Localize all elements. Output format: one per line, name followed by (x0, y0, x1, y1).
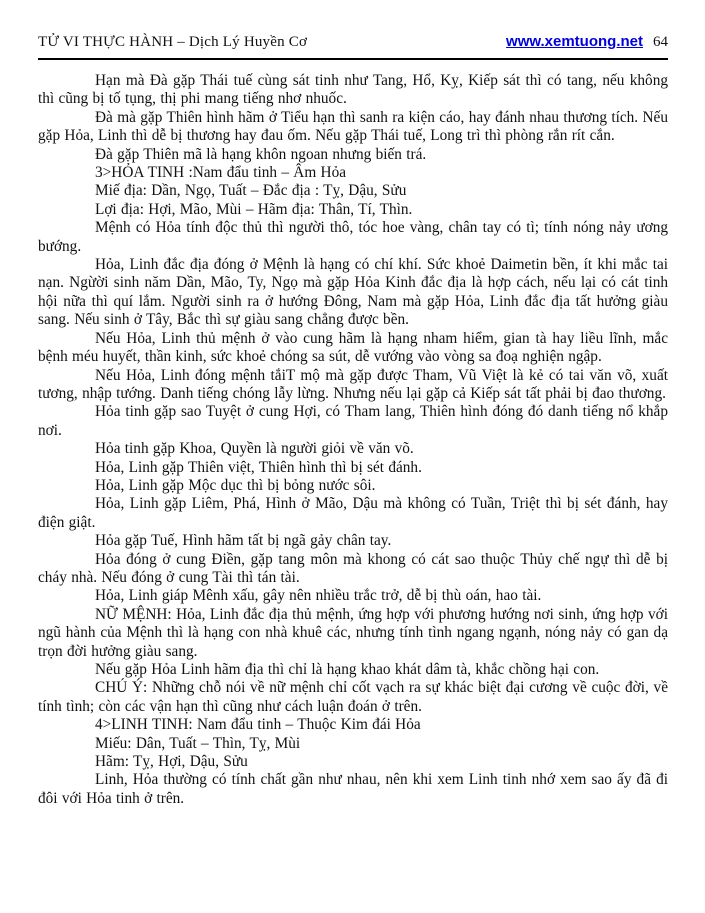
body-paragraph: Lợi địa: Hợi, Mão, Mùi – Hãm địa: Thân, Tí, Thìn. (95, 200, 413, 218)
website-link[interactable]: www.xemtuong.net (506, 33, 643, 50)
body-paragraph: CHÚ Ý: Những chỗ nói về nữ mệnh chỉ cốt vạch ra sự khác biệt đại cương về cuộc đời, về tính tình; còn các vận hạn thì cũng như cách luận đoán ở trên. (38, 679, 668, 715)
body-paragraph: Hạn mà Đà gặp Thái tuế cùng sát tinh như Tang, Hổ, Kỵ, Kiếp sát thì có tang, nếu không thì cũng bị tố tụng, thị phi mang tiếng nhơ nhuốc. (38, 72, 668, 108)
body-paragraph: Nếu Hỏa, Linh đóng mệnh tắiT mộ mà gặp được Tham, Vũ Việt là kẻ có tai văn võ, xuất tương, nhập tướng. Danh tiếng chóng lẫy lừng. Nhưng nếu lại gặp cả Kiếp sát tất phải bị đao thương. (38, 366, 668, 402)
body-paragraph: Hỏa, Linh đắc địa đóng ở Mệnh là hạng có chí khí. Sức khoẻ Daimetin bền, ít khi mắc tai nạn. Ngừời sinh năm Dần, Mão, Ty, Ngọ mà gặp Hỏa Kinh đắc địa là hợp cách, nếu lại có cát tinh hội nữa thì quí lắm. Người sinh ra ở hướng Đông, Nam mà gặp Hỏa, Linh đắc địa tất hưởng giàu sang. Nếu sinh ở Tây, Bắc thì sự giàu sang chẳng được bền. (38, 256, 668, 329)
body-paragraph: 3>HỎA TINH :Nam đẩu tinh – Âm Hỏa (95, 164, 347, 182)
body-paragraph: Mệnh có Hỏa tính độc thủ thì người thô, tóc hoe vàng, chân tay có tì; tính nóng nảy ương bướng. (38, 219, 668, 255)
book-title: TỬ VI THỰC HÀNH – Dịch Lý Huyền Cơ (38, 34, 308, 50)
body-paragraph: Linh, Hỏa thường có tính chất gần như nhau, nên khi xem Linh tinh nhớ xem sao ấy đã đi đôi với Hỏa tinh ở trên. (38, 771, 668, 807)
body-paragraph: Hỏa tinh gặp sao Tuyệt ở cung Hợi, có Tham lang, Thiên hình đóng đó danh tiếng nổ khắp nơi. (38, 403, 668, 439)
body-paragraph: Hỏa tinh gặp Khoa, Quyền là người giỏi về văn võ. (95, 440, 414, 458)
body-paragraph: Hỏa, Linh gặp Mộc dục thì bị bỏng nước sôi. (95, 476, 376, 494)
body-paragraph: Nếu Hỏa, Linh thủ mệnh ở vào cung hãm là hạng nham hiểm, gian tà hay liều lĩnh, mắc bệnh méu huyết, thần kinh, sức khoẻ chóng sa sút, dễ vướng vào vòng sa đoạ nghiện ngập. (38, 329, 668, 366)
document-body (38, 72, 668, 808)
body-paragraph: Hỏa, Linh gặp Liêm, Phá, Hình ở Mão, Dậu mà không có Tuần, Triệt thì bị sét đánh, hay điện giật. (38, 495, 668, 531)
header-right-group (506, 33, 668, 51)
body-paragraph: Hỏa gặp Tuế, Hình hãm tất bị ngã gảy chân tay. (95, 532, 392, 550)
body-paragraph: Miế địa: Dần, Ngọ, Tuất – Đắc địa : Tỵ, Dậu, Sửu (95, 182, 407, 200)
body-paragraph: Miếu: Dân, Tuất – Thìn, Tỵ, Mùi (95, 734, 301, 752)
body-paragraph: Hỏa, Linh gặp Thiên việt, Thiên hình thì bị sét đánh. (95, 458, 422, 476)
body-paragraph: Nếu gặp Hỏa Linh hãm địa thì chỉ là hạng khao khát dâm tà, khắc chồng hại con. (95, 661, 600, 678)
header-divider (38, 58, 668, 60)
body-paragraph: Hỏa, Linh giáp Mênh xấu, gây nên nhiều trắc trở, dễ bị thù oán, hao tài. (95, 587, 542, 605)
body-paragraph: Hỏa đóng ở cung Điền, gặp tang môn mà khong có cát sao thuộc Thủy chế ngự thì dễ bị cháy nhà. Nếu đóng ở cung Tài thì tán tài. (38, 550, 668, 586)
page-header (38, 33, 668, 51)
body-paragraph: NỮ MỆNH: Hỏa, Linh đắc địa thủ mệnh, ứng hợp với phương hướng nơi sinh, ứng hợp với ngũ hành của Mệnh thì là hạng con nhà khuê các, nhưng tính tình ngang ngạnh, nóng nảy có gan dạ trọn đời hưởng giàu sang. (38, 605, 668, 660)
page-number: 64 (653, 34, 668, 50)
body-paragraph: Đà gặp Thiên mã là hạng khôn ngoan nhưng biến trá. (95, 145, 427, 163)
body-paragraph: Đà mà gặp Thiên hình hãm ở Tiểu hạn thì sanh ra kiện cáo, hay đánh nhau thương tích. Nếu gặp Hỏa, Linh thì dễ bị thương hay đau ốm. Nếu gặp Thái tuế, Long trì thì phòng rắn rít cắn. (38, 108, 668, 145)
body-paragraph: Hãm: Tỵ, Hợi, Dậu, Sửu (95, 753, 248, 771)
body-paragraph: 4>LINH TINH: Nam đẩu tinh – Thuộc Kim đái Hỏa (95, 716, 421, 734)
